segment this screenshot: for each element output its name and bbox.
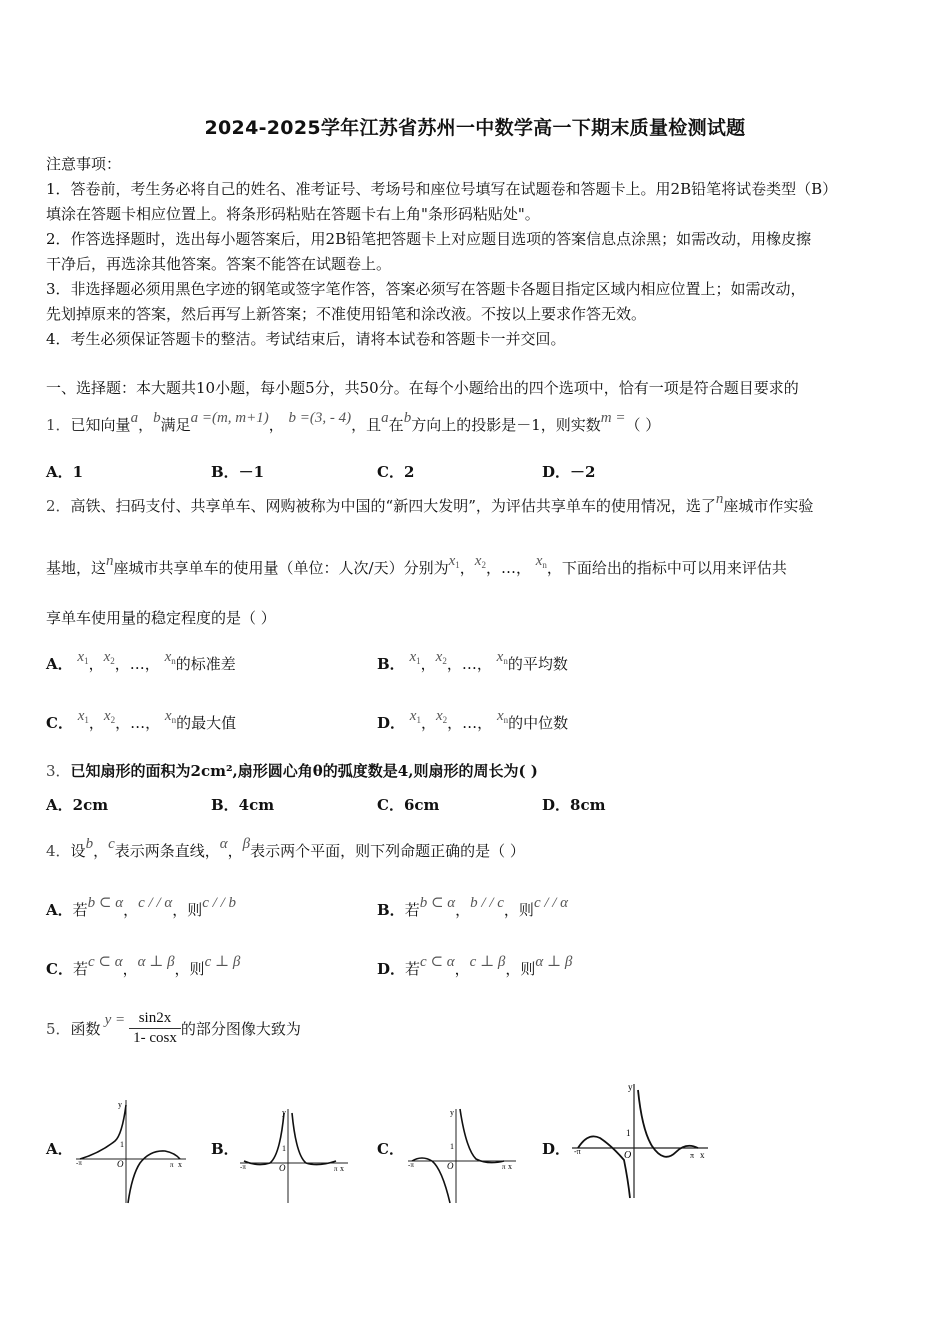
svg-text:1: 1	[282, 1144, 286, 1153]
q3-option-c[interactable]: C．6cm	[377, 796, 440, 814]
fraction: $\frac{\sin 2x}{1- \cos x}$	[129, 1010, 181, 1047]
page-title: 2024-2025学年江苏省苏州一中数学高一下期末质量检测试题	[204, 117, 746, 139]
svg-text:x: x	[508, 1162, 512, 1171]
svg-text:-π: -π	[76, 1159, 82, 1167]
q2-option-b[interactable]: B． $x_1$，$x_2$，…， $x_n$的平均数	[377, 649, 568, 673]
graph-a[interactable]	[70, 1095, 190, 1205]
svg-text:x: x	[700, 1150, 705, 1160]
notes-line-1: 1．答卷前，考生务必将自己的姓名、准考证号、考场号和座位号填写在试题卷和答题卡上。用2B铅笔将试卷类型（B）	[46, 180, 838, 198]
svg-text:-π: -π	[574, 1147, 581, 1156]
svg-text:O: O	[624, 1150, 632, 1161]
svg-text:π: π	[690, 1151, 695, 1160]
svg-text:y: y	[282, 1108, 286, 1117]
q5-option-d[interactable]: D．	[542, 1140, 571, 1158]
svg-text:-π: -π	[408, 1161, 414, 1169]
svg-text:-π: -π	[240, 1163, 246, 1171]
question-4: 4．设b，c表示两条直线，α，β表示两个平面，则下列命题正确的是（ ）	[46, 836, 525, 860]
svg-text:O: O	[117, 1159, 124, 1169]
graph-d[interactable]	[568, 1080, 713, 1200]
svg-text:1: 1	[120, 1140, 124, 1149]
svg-text:O: O	[279, 1163, 286, 1173]
q1-option-c[interactable]: C．2	[377, 463, 415, 481]
svg-text:O: O	[447, 1161, 454, 1171]
svg-text:1: 1	[450, 1142, 454, 1151]
svg-text:y: y	[628, 1082, 633, 1092]
curve	[80, 1105, 180, 1203]
section-heading: 一、选择题：本大题共10小题，每小题5分，共50分。在每个小题给出的四个选项中，恰有一项是符合题目要求的	[46, 379, 799, 397]
notes-line-4: 干净后，再选涂其他答案。答案不能答在试题卷上。	[46, 255, 392, 273]
question-2-line-2: 基地，这n座城市共享单车的使用量（单位：人次/天）分别为$x_1$，$x_2$，…， $x_n$，下面给出的指标中可以用来评估共	[46, 553, 787, 577]
q2-option-c[interactable]: C． $x_1$，$x_2$，…， $x_n$的最大值	[46, 708, 237, 732]
svg-text:π: π	[334, 1165, 338, 1173]
notes-heading: 注意事项：	[46, 155, 122, 173]
question-2-line-3: 享单车使用量的稳定程度的是（ ）	[46, 609, 276, 627]
q4-option-d[interactable]: D．若c ⊂ α，c ⊥ β，则α ⊥ β	[377, 954, 573, 978]
svg-text:1: 1	[626, 1128, 631, 1138]
q1-option-d[interactable]: D．－2	[542, 463, 596, 481]
svg-text:y: y	[450, 1108, 454, 1117]
notes-line-2: 填涂在答题卡相应位置上。将条形码粘贴在答题卡右上角"条形码粘贴处"。	[46, 205, 540, 223]
notes-line-6: 先划掉原来的答案，然后再写上新答案；不准使用铅笔和涂改液。不按以上要求作答无效。	[46, 305, 647, 323]
q1-option-b[interactable]: B．－1	[211, 463, 265, 481]
svg-text:x: x	[340, 1164, 344, 1173]
question-1: 1．已知向量a，b满足a =(m, m+1)， b =(3, - 4)，且a在b方向上的投影是－1，则实数m =（ ）	[46, 410, 661, 434]
notes-line-5: 3．非选择题必须用黑色字迹的钢笔或签字笔作答，答案必须写在答题卡各题目指定区域内相应位置上；如需改动，	[46, 280, 806, 298]
question-2-line-1: 2．高铁、扫码支付、共享单车、网购被称为中国的“新四大发明”，为评估共享单车的使用情况，选了n座城市作实验	[46, 491, 814, 515]
question-5: 5． 函数 y = $\frac{\sin 2x}{1- \cos x}$ 的部分图像大致为	[46, 1009, 301, 1046]
svg-text:y: y	[118, 1100, 122, 1109]
graph-c[interactable]	[404, 1105, 519, 1205]
graph-b[interactable]	[236, 1105, 351, 1205]
q3-option-d[interactable]: D．8cm	[542, 796, 606, 814]
q4-option-b[interactable]: B．若b ⊂ α，b / / c，则c / / α	[377, 895, 569, 919]
svg-text:π: π	[502, 1163, 506, 1171]
svg-text:x: x	[178, 1160, 182, 1169]
notes-line-7: 4．考生必须保证答题卡的整洁。考试结束后，请将本试卷和答题卡一并交回。	[46, 330, 566, 348]
q3-option-a[interactable]: A．2cm	[46, 796, 109, 814]
q3-option-b[interactable]: B．4cm	[211, 796, 275, 814]
svg-text:π: π	[170, 1161, 174, 1169]
q5-option-a[interactable]: A．	[46, 1140, 73, 1158]
q2-option-a[interactable]: A． $x_1$，$x_2$，…， $x_n$的标准差	[46, 649, 236, 673]
notes-line-3: 2．作答选择题时，选出每小题答案后，用2B铅笔把答题卡上对应题目选项的答案信息点涂黑；如需改动，用橡皮擦	[46, 230, 812, 248]
q4-option-c[interactable]: C．若c ⊂ α，α ⊥ β，则c ⊥ β	[46, 954, 241, 978]
q5-option-b[interactable]: B．	[211, 1140, 239, 1158]
q4-option-a[interactable]: A．若b ⊂ α，c / / α，则c / / b	[46, 895, 237, 919]
question-3: 3．已知扇形的面积为2cm²,扇形圆心角θ的弧度数是4,则扇形的周长为( )	[46, 762, 538, 780]
q1-option-a[interactable]: A．1	[46, 463, 84, 481]
q5-option-c[interactable]: C．	[377, 1140, 404, 1158]
q2-option-d[interactable]: D． $x_1$，$x_2$，…， $x_n$的中位数	[377, 708, 569, 732]
